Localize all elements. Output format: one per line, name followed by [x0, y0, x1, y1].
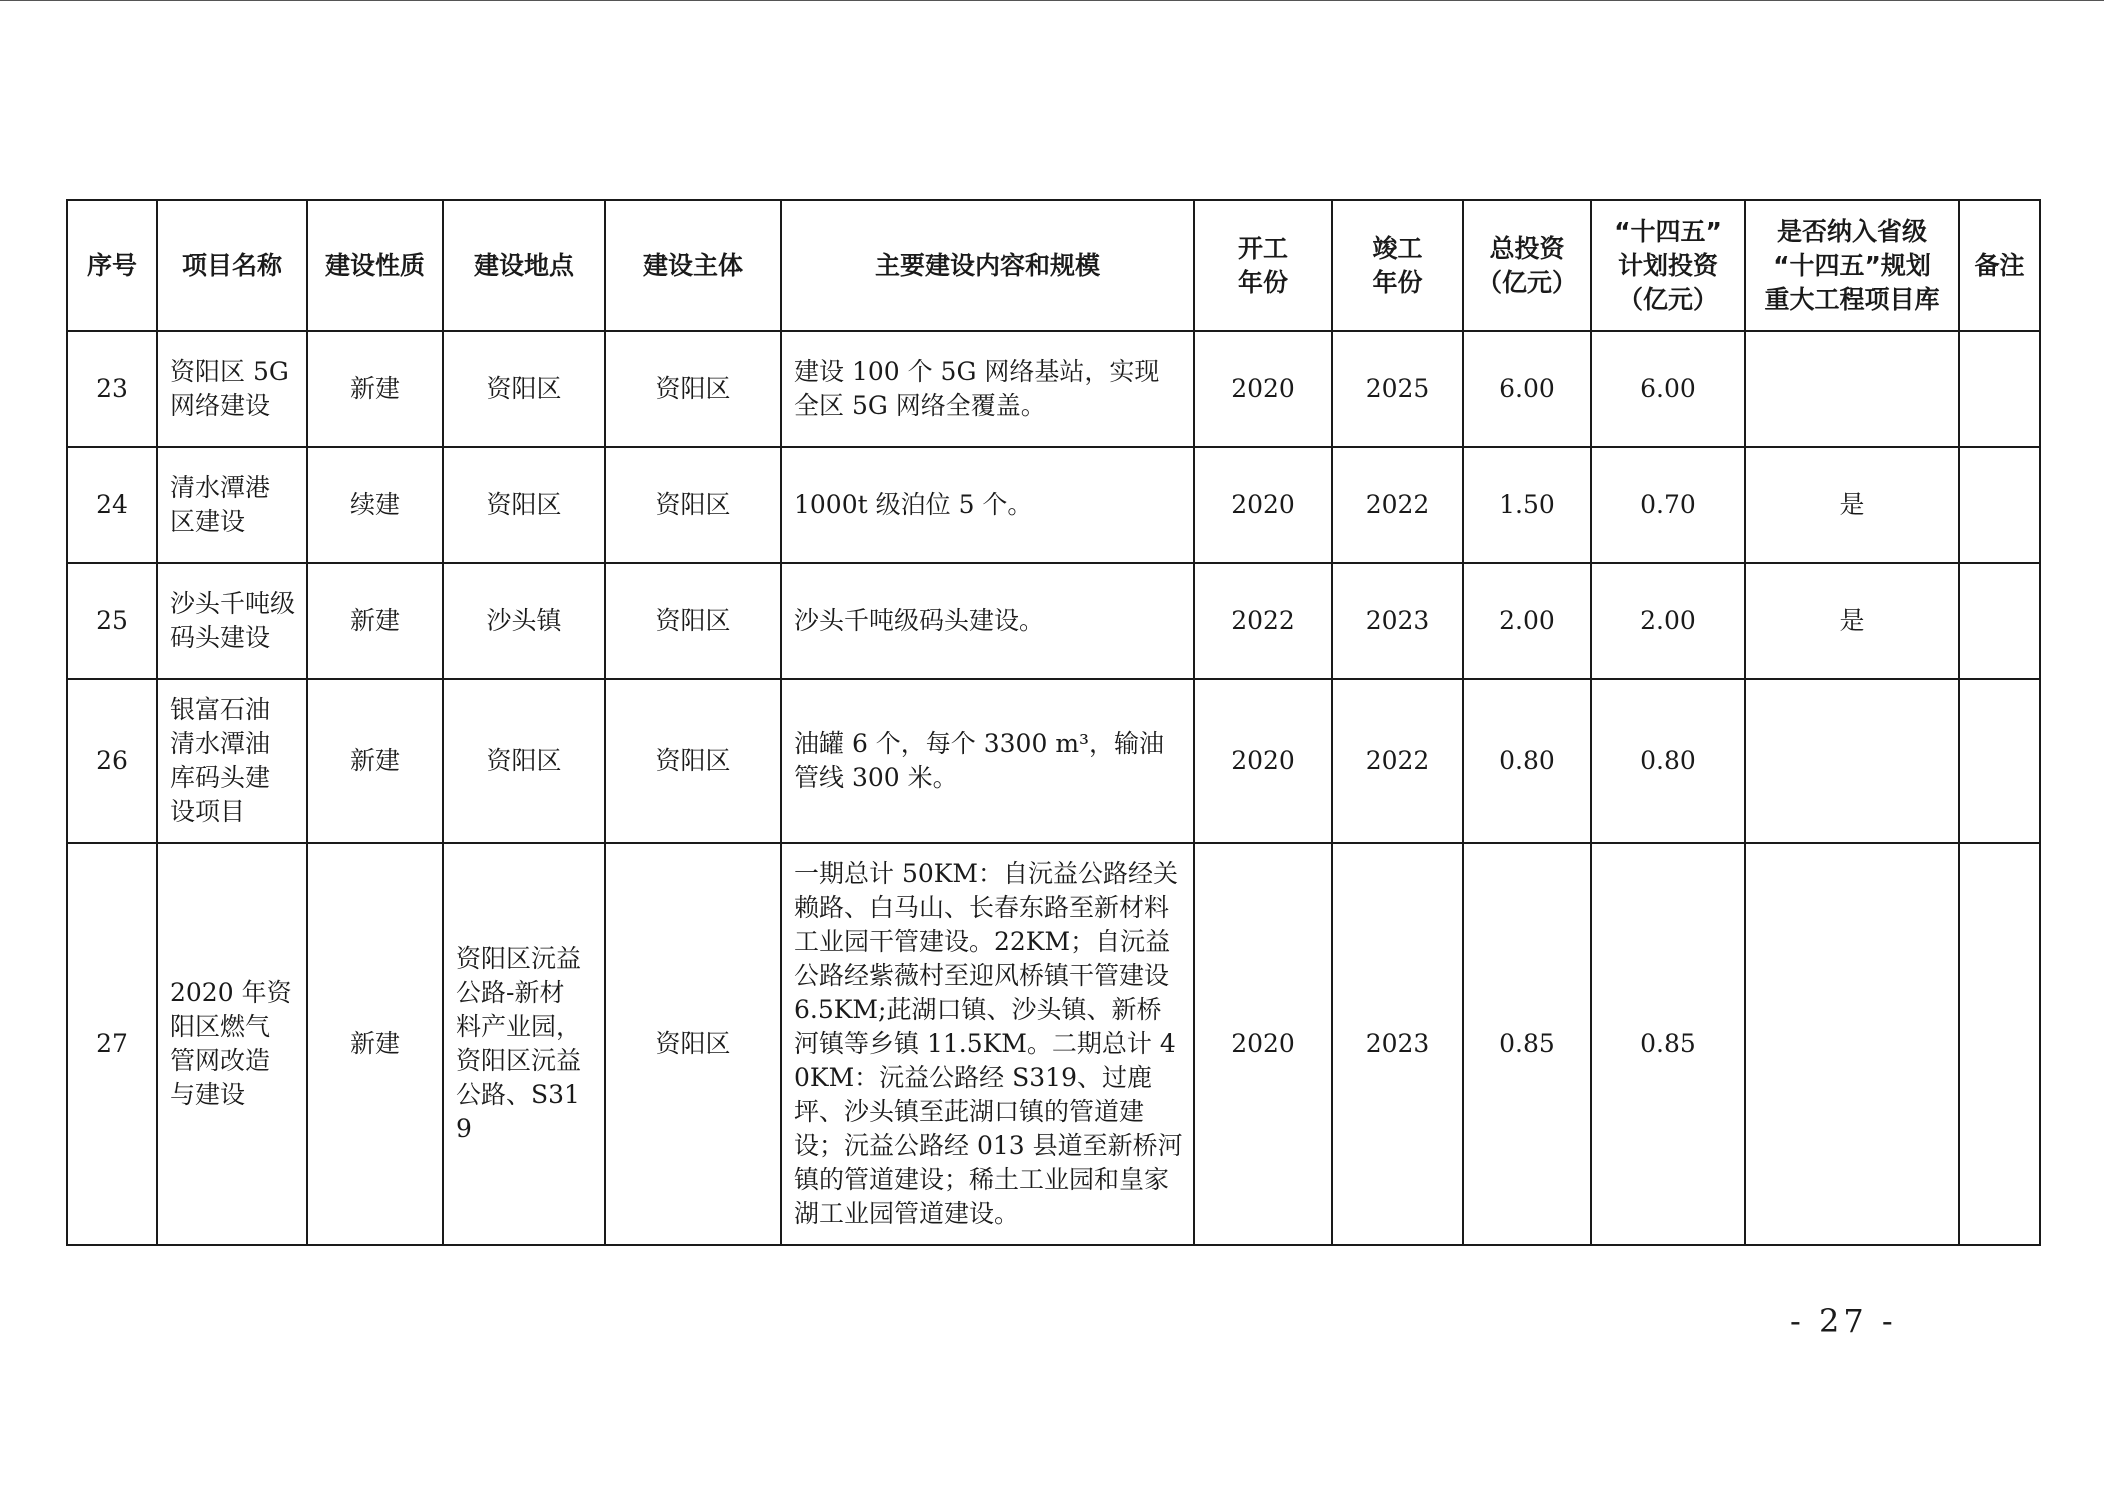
header-seq: 序号 — [67, 200, 157, 331]
cell-seq: 25 — [67, 563, 157, 679]
cell-remarks — [1959, 331, 2040, 447]
cell-remarks — [1959, 563, 2040, 679]
cell-start-year: 2020 — [1194, 843, 1332, 1245]
cell-content: 建设 100 个 5G 网络基站，实现全区 5G 网络全覆盖。 — [781, 331, 1194, 447]
cell-entity: 资阳区 — [605, 447, 781, 563]
table-row — [67, 679, 2040, 843]
cell-start-year: 2020 — [1194, 679, 1332, 843]
cell-content: 油罐 6 个，每个 3300 m³，输油管线 300 米。 — [781, 679, 1194, 843]
header-remarks: 备注 — [1959, 200, 2040, 331]
cell-plan-investment: 0.85 — [1591, 843, 1745, 1245]
cell-end-year: 2022 — [1332, 447, 1463, 563]
cell-remarks — [1959, 843, 2040, 1245]
cell-seq: 23 — [67, 331, 157, 447]
cell-nature: 新建 — [307, 843, 443, 1245]
cell-location: 资阳区 — [443, 679, 605, 843]
cell-entity: 资阳区 — [605, 331, 781, 447]
cell-plan-investment: 0.70 — [1591, 447, 1745, 563]
cell-total-investment: 1.50 — [1463, 447, 1591, 563]
cell-nature: 新建 — [307, 679, 443, 843]
cell-location: 资阳区 — [443, 447, 605, 563]
cell-entity: 资阳区 — [605, 679, 781, 843]
cell-name: 银富石油 清水潭油 库码头建 设项目 — [157, 679, 307, 843]
header-start-year: 开工 年份 — [1194, 200, 1332, 331]
table-header-row — [67, 200, 2040, 331]
project-table — [66, 199, 2041, 1246]
cell-remarks — [1959, 447, 2040, 563]
cell-provincial-library — [1745, 679, 1959, 843]
cell-location: 资阳区 — [443, 331, 605, 447]
cell-end-year: 2025 — [1332, 331, 1463, 447]
cell-plan-investment: 2.00 — [1591, 563, 1745, 679]
cell-provincial-library — [1745, 843, 1959, 1245]
cell-start-year: 2022 — [1194, 563, 1332, 679]
cell-provincial-library: 是 — [1745, 563, 1959, 679]
cell-start-year: 2020 — [1194, 331, 1332, 447]
header-location: 建设地点 — [443, 200, 605, 331]
cell-start-year: 2020 — [1194, 447, 1332, 563]
cell-location: 资阳区沅益 公路-新材 料产业园， 资阳区沅益 公路、S319 — [443, 843, 605, 1245]
cell-nature: 新建 — [307, 331, 443, 447]
cell-name: 清水潭港 区建设 — [157, 447, 307, 563]
cell-plan-investment: 6.00 — [1591, 331, 1745, 447]
cell-content: 1000t 级泊位 5 个。 — [781, 447, 1194, 563]
cell-nature: 续建 — [307, 447, 443, 563]
page-number: - 27 - — [1790, 1302, 1897, 1340]
cell-seq: 26 — [67, 679, 157, 843]
header-content: 主要建设内容和规模 — [781, 200, 1194, 331]
cell-provincial-library — [1745, 331, 1959, 447]
cell-nature: 新建 — [307, 563, 443, 679]
header-nature: 建设性质 — [307, 200, 443, 331]
cell-total-investment: 0.85 — [1463, 843, 1591, 1245]
cell-entity: 资阳区 — [605, 563, 781, 679]
table-row — [67, 563, 2040, 679]
header-entity: 建设主体 — [605, 200, 781, 331]
cell-content: 一期总计 50KM：自沅益公路经关赖路、白马山、长春东路至新材料工业园干管建设。22KM；自沅益公路经紫薇村至迎风桥镇干管建设 6.5KM;茈湖口镇、沙头镇、新桥河镇等乡镇 11.5KM。二期总计 40KM：沅益公路经 S319、过鹿坪、沙头镇至茈湖口镇的管道建设；沅益公路经 013 县道至新桥河镇的管道建设；稀土工业园和皇家湖工业园管道建设。 — [781, 843, 1194, 1245]
cell-entity: 资阳区 — [605, 843, 781, 1245]
header-end-year: 竣工 年份 — [1332, 200, 1463, 331]
table-row — [67, 843, 2040, 1245]
header-name: 项目名称 — [157, 200, 307, 331]
header-total-investment: 总投资 （亿元） — [1463, 200, 1591, 331]
table-row — [67, 331, 2040, 447]
cell-seq: 24 — [67, 447, 157, 563]
table-row — [67, 447, 2040, 563]
cell-total-investment: 6.00 — [1463, 331, 1591, 447]
top-border-line — [0, 0, 2104, 1]
cell-plan-investment: 0.80 — [1591, 679, 1745, 843]
cell-content: 沙头千吨级码头建设。 — [781, 563, 1194, 679]
cell-end-year: 2023 — [1332, 843, 1463, 1245]
cell-name: 资阳区 5G 网络建设 — [157, 331, 307, 447]
cell-name: 沙头千吨级 码头建设 — [157, 563, 307, 679]
header-provincial-library: 是否纳入省级 “十四五”规划 重大工程项目库 — [1745, 200, 1959, 331]
cell-provincial-library: 是 — [1745, 447, 1959, 563]
cell-end-year: 2023 — [1332, 563, 1463, 679]
cell-seq: 27 — [67, 843, 157, 1245]
header-plan-investment: “十四五” 计划投资 （亿元） — [1591, 200, 1745, 331]
cell-location: 沙头镇 — [443, 563, 605, 679]
cell-total-investment: 0.80 — [1463, 679, 1591, 843]
cell-name: 2020 年资 阳区燃气 管网改造 与建设 — [157, 843, 307, 1245]
cell-end-year: 2022 — [1332, 679, 1463, 843]
cell-remarks — [1959, 679, 2040, 843]
cell-total-investment: 2.00 — [1463, 563, 1591, 679]
